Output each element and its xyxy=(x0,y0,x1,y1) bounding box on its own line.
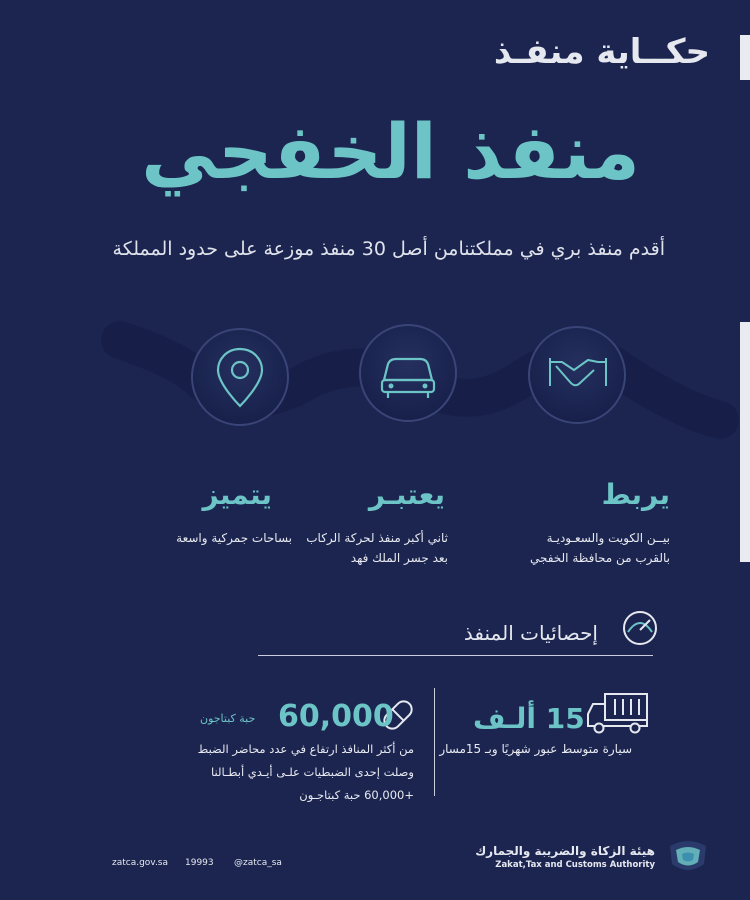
feature-desc-rank: ثاني أكبر منفذ لحركة الركاب بعد جسر الملك فهد xyxy=(306,531,448,565)
feature-title-connect: يربط xyxy=(601,478,670,511)
stats-section-title: إحصائيات المنفذ xyxy=(463,621,598,645)
truck-icon xyxy=(585,690,651,736)
car-icon xyxy=(360,325,456,421)
gauge-icon xyxy=(620,608,660,648)
vehicles-stat-number: 15 ألـف xyxy=(473,702,585,735)
feature-title-rank: يعتبـر xyxy=(368,478,445,511)
story-title: حكــاية منفـذ xyxy=(493,32,710,72)
location-pin-icon xyxy=(192,329,288,425)
features-wave xyxy=(0,300,750,460)
handshake-icon xyxy=(529,327,625,423)
footer-org-arabic: هيئة الزكاة والضريبة والجمارك xyxy=(475,844,655,858)
footer-website[interactable]: zatca.gov.sa xyxy=(112,858,169,868)
stats-section-divider xyxy=(258,655,653,656)
footer-phone[interactable]: 19993 xyxy=(185,858,214,868)
zatca-logo-icon xyxy=(664,836,712,878)
seizure-stat-desc: من أكثر المنافذ ارتفاع في عدد محاضر الضبط وصلت إحدى الضبطيات علـى أيـدي أبطـالنا +60,000 حبة كبتاجـون xyxy=(197,742,414,802)
edge-tab-top xyxy=(740,35,750,80)
vehicles-stat-desc: سيارة متوسط عبور شهريًا وبـ 15مسار xyxy=(439,742,632,756)
footer-org-english: Zakat,Tax and Customs Authority xyxy=(495,860,655,870)
main-title: منفذ الخفجي xyxy=(141,107,640,196)
feature-desc-distinct: بساحات جمركية واسعة xyxy=(176,531,292,545)
seizure-stat-number: 60,000 xyxy=(278,699,394,734)
stats-divider xyxy=(434,688,435,796)
seizure-stat-unit: حبة كبتاجون xyxy=(200,712,256,725)
feature-title-distinct: يتميز xyxy=(202,478,272,511)
feature-desc-connect: بيــن الكويت والسعـوديـة بالقرب من محافظة الخفجي xyxy=(529,531,670,565)
subtitle: أقدم منفذ بري في مملكتنامن أصل 30 منفذ موزعة على حدود المملكة xyxy=(112,238,665,260)
footer-handle[interactable]: @zatca_sa xyxy=(234,858,282,868)
